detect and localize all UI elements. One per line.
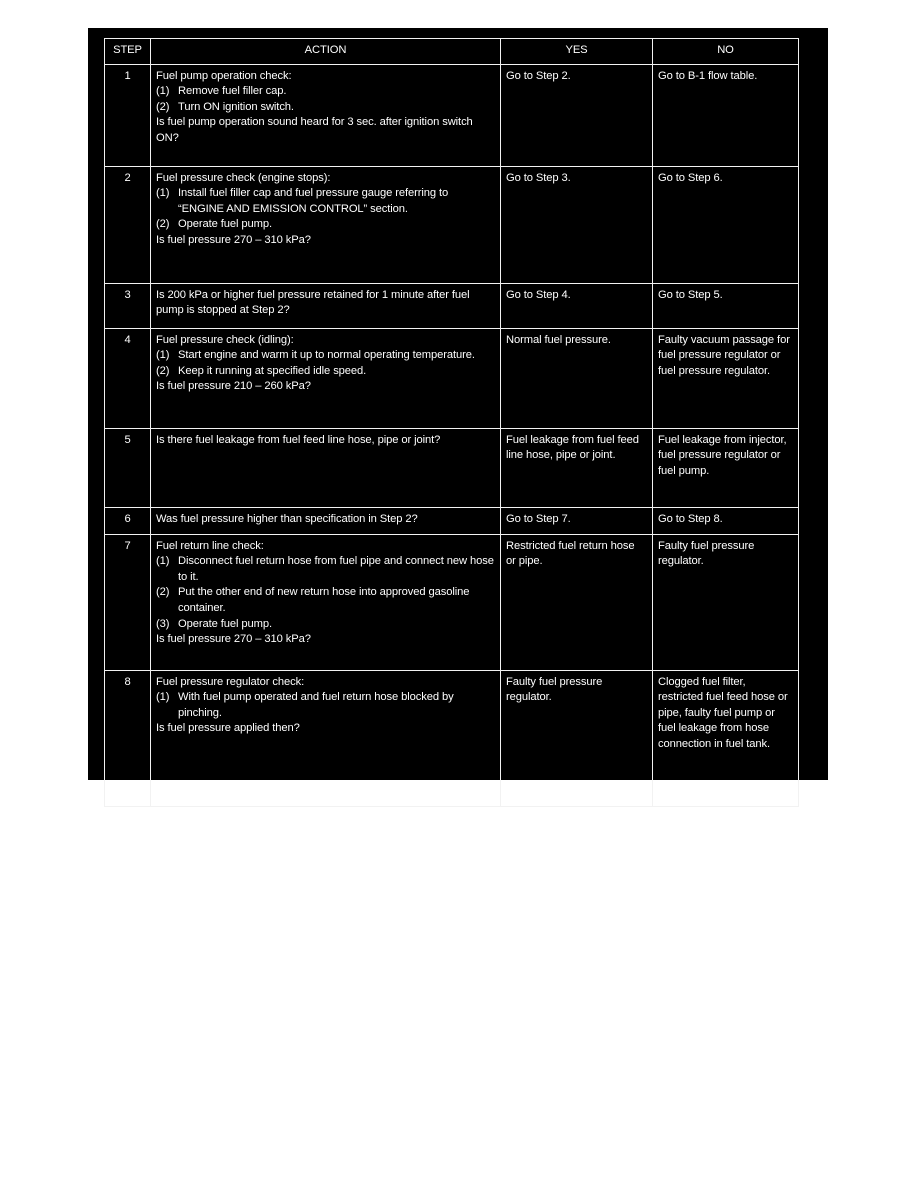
step-number-cell: 2 <box>105 166 151 283</box>
action-title: Fuel pressure regulator check: <box>156 675 305 688</box>
column-header-action: ACTION <box>151 39 501 65</box>
action-step-item <box>156 617 495 633</box>
action-cell <box>151 64 501 166</box>
yes-result-cell: Go to Step 7. <box>501 507 653 534</box>
table-row <box>105 507 799 534</box>
action-step-text: Put the other end of new return hose into approved gasoline container. <box>178 586 473 614</box>
yes-result-cell: Faulty fuel pressure regulator. <box>501 670 653 806</box>
action-step-item <box>156 100 495 116</box>
action-question: Is fuel pressure applied then? <box>156 722 300 735</box>
table-row <box>105 64 799 166</box>
action-cell <box>151 670 501 806</box>
yes-result-cell: Normal fuel pressure. <box>501 328 653 428</box>
column-header-no: NO <box>653 39 799 65</box>
action-step-number: (3) <box>156 617 170 630</box>
action-cell <box>151 166 501 283</box>
action-step-item <box>156 84 495 100</box>
action-step-item <box>156 554 495 585</box>
step-number-cell: 3 <box>105 283 151 328</box>
action-question: Is 200 kPa or higher fuel pressure retained for 1 minute after fuel pump is stopped at Step 2? <box>156 288 473 317</box>
column-header-step: STEP <box>105 39 151 65</box>
yes-result-cell: Fuel leakage from fuel feed line hose, pipe or joint. <box>501 428 653 507</box>
action-step-number: (2) <box>156 586 170 599</box>
action-step-number: (1) <box>156 85 170 98</box>
action-cell <box>151 428 501 507</box>
action-step-text: Remove fuel filler cap. <box>178 85 287 98</box>
yes-result-cell: Go to Step 3. <box>501 166 653 283</box>
action-step-item <box>156 186 495 217</box>
table-header <box>105 39 799 65</box>
no-result-cell: Go to Step 5. <box>653 283 799 328</box>
action-question: Is fuel pressure 270 – 310 kPa? <box>156 633 311 646</box>
action-title: Fuel return line check: <box>156 539 264 552</box>
header-row <box>105 39 799 65</box>
action-cell <box>151 507 501 534</box>
action-step-item <box>156 217 495 233</box>
yes-result-cell: Go to Step 2. <box>501 64 653 166</box>
column-header-yes: YES <box>501 39 653 65</box>
table-row <box>105 283 799 328</box>
action-cell <box>151 534 501 670</box>
table-row <box>105 670 799 806</box>
action-step-number: (1) <box>156 555 170 568</box>
no-result-cell: Go to B-1 flow table. <box>653 64 799 166</box>
action-step-text: Start engine and warm it up to normal operating temperature. <box>178 349 475 362</box>
action-cell <box>151 328 501 428</box>
action-step-number: (1) <box>156 349 170 362</box>
action-question: Is fuel pressure 210 – 260 kPa? <box>156 380 311 393</box>
no-result-cell: Faulty vacuum passage for fuel pressure regulator or fuel pressure regulator. <box>653 328 799 428</box>
action-step-number: (1) <box>156 691 170 704</box>
action-step-text: Disconnect fuel return hose from fuel pipe and connect new hose to it. <box>178 555 497 583</box>
step-number-cell: 7 <box>105 534 151 670</box>
action-question: Is fuel pressure 270 – 310 kPa? <box>156 233 311 246</box>
no-result-cell: Go to Step 6. <box>653 166 799 283</box>
table-row <box>105 534 799 670</box>
action-cell <box>151 283 501 328</box>
step-number-cell: 4 <box>105 328 151 428</box>
no-result-cell: Go to Step 8. <box>653 507 799 534</box>
yes-result-cell: Go to Step 4. <box>501 283 653 328</box>
action-step-item <box>156 348 495 364</box>
action-step-text: Install fuel filler cap and fuel pressure gauge referring to “ENGINE AND EMISSION CONTROL” section. <box>178 187 452 215</box>
action-question: Is fuel pump operation sound heard for 3 sec. after ignition switch ON? <box>156 116 476 144</box>
action-step-text: Operate fuel pump. <box>178 218 272 231</box>
no-result-cell: Clogged fuel filter, restricted fuel feed hose or pipe, faulty fuel pump or fuel leakage from hose connection in fuel tank. <box>653 670 799 806</box>
table-body <box>105 64 799 806</box>
action-step-item <box>156 585 495 616</box>
yes-result-cell: Restricted fuel return hose or pipe. <box>501 534 653 670</box>
no-result-cell: Faulty fuel pressure regulator. <box>653 534 799 670</box>
action-step-text: Turn ON ignition switch. <box>178 100 294 113</box>
action-title: Fuel pressure check (idling): <box>156 333 294 346</box>
action-question: Is there fuel leakage from fuel feed line hose, pipe or joint? <box>156 433 441 446</box>
action-question: Was fuel pressure higher than specification in Step 2? <box>156 512 418 525</box>
step-number-cell: 1 <box>105 64 151 166</box>
action-step-item <box>156 364 495 380</box>
step-number-cell: 8 <box>105 670 151 806</box>
action-title: Fuel pressure check (engine stops): <box>156 171 331 184</box>
action-step-item <box>156 690 495 721</box>
action-step-number: (1) <box>156 187 170 200</box>
table-row <box>105 428 799 507</box>
action-step-number: (2) <box>156 218 170 231</box>
action-step-text: With fuel pump operated and fuel return hose blocked by pinching. <box>178 691 457 719</box>
no-result-cell: Fuel leakage from injector, fuel pressure regulator or fuel pump. <box>653 428 799 507</box>
scanned-page-region <box>88 28 828 780</box>
diagnostic-flow-table <box>104 38 799 807</box>
table-row <box>105 166 799 283</box>
action-step-number: (2) <box>156 364 170 377</box>
action-step-text: Operate fuel pump. <box>178 617 272 630</box>
step-number-cell: 6 <box>105 507 151 534</box>
action-title: Fuel pump operation check: <box>156 69 292 82</box>
action-step-number: (2) <box>156 100 170 113</box>
action-step-text: Keep it running at specified idle speed. <box>178 364 367 377</box>
step-number-cell: 5 <box>105 428 151 507</box>
table-row <box>105 328 799 428</box>
